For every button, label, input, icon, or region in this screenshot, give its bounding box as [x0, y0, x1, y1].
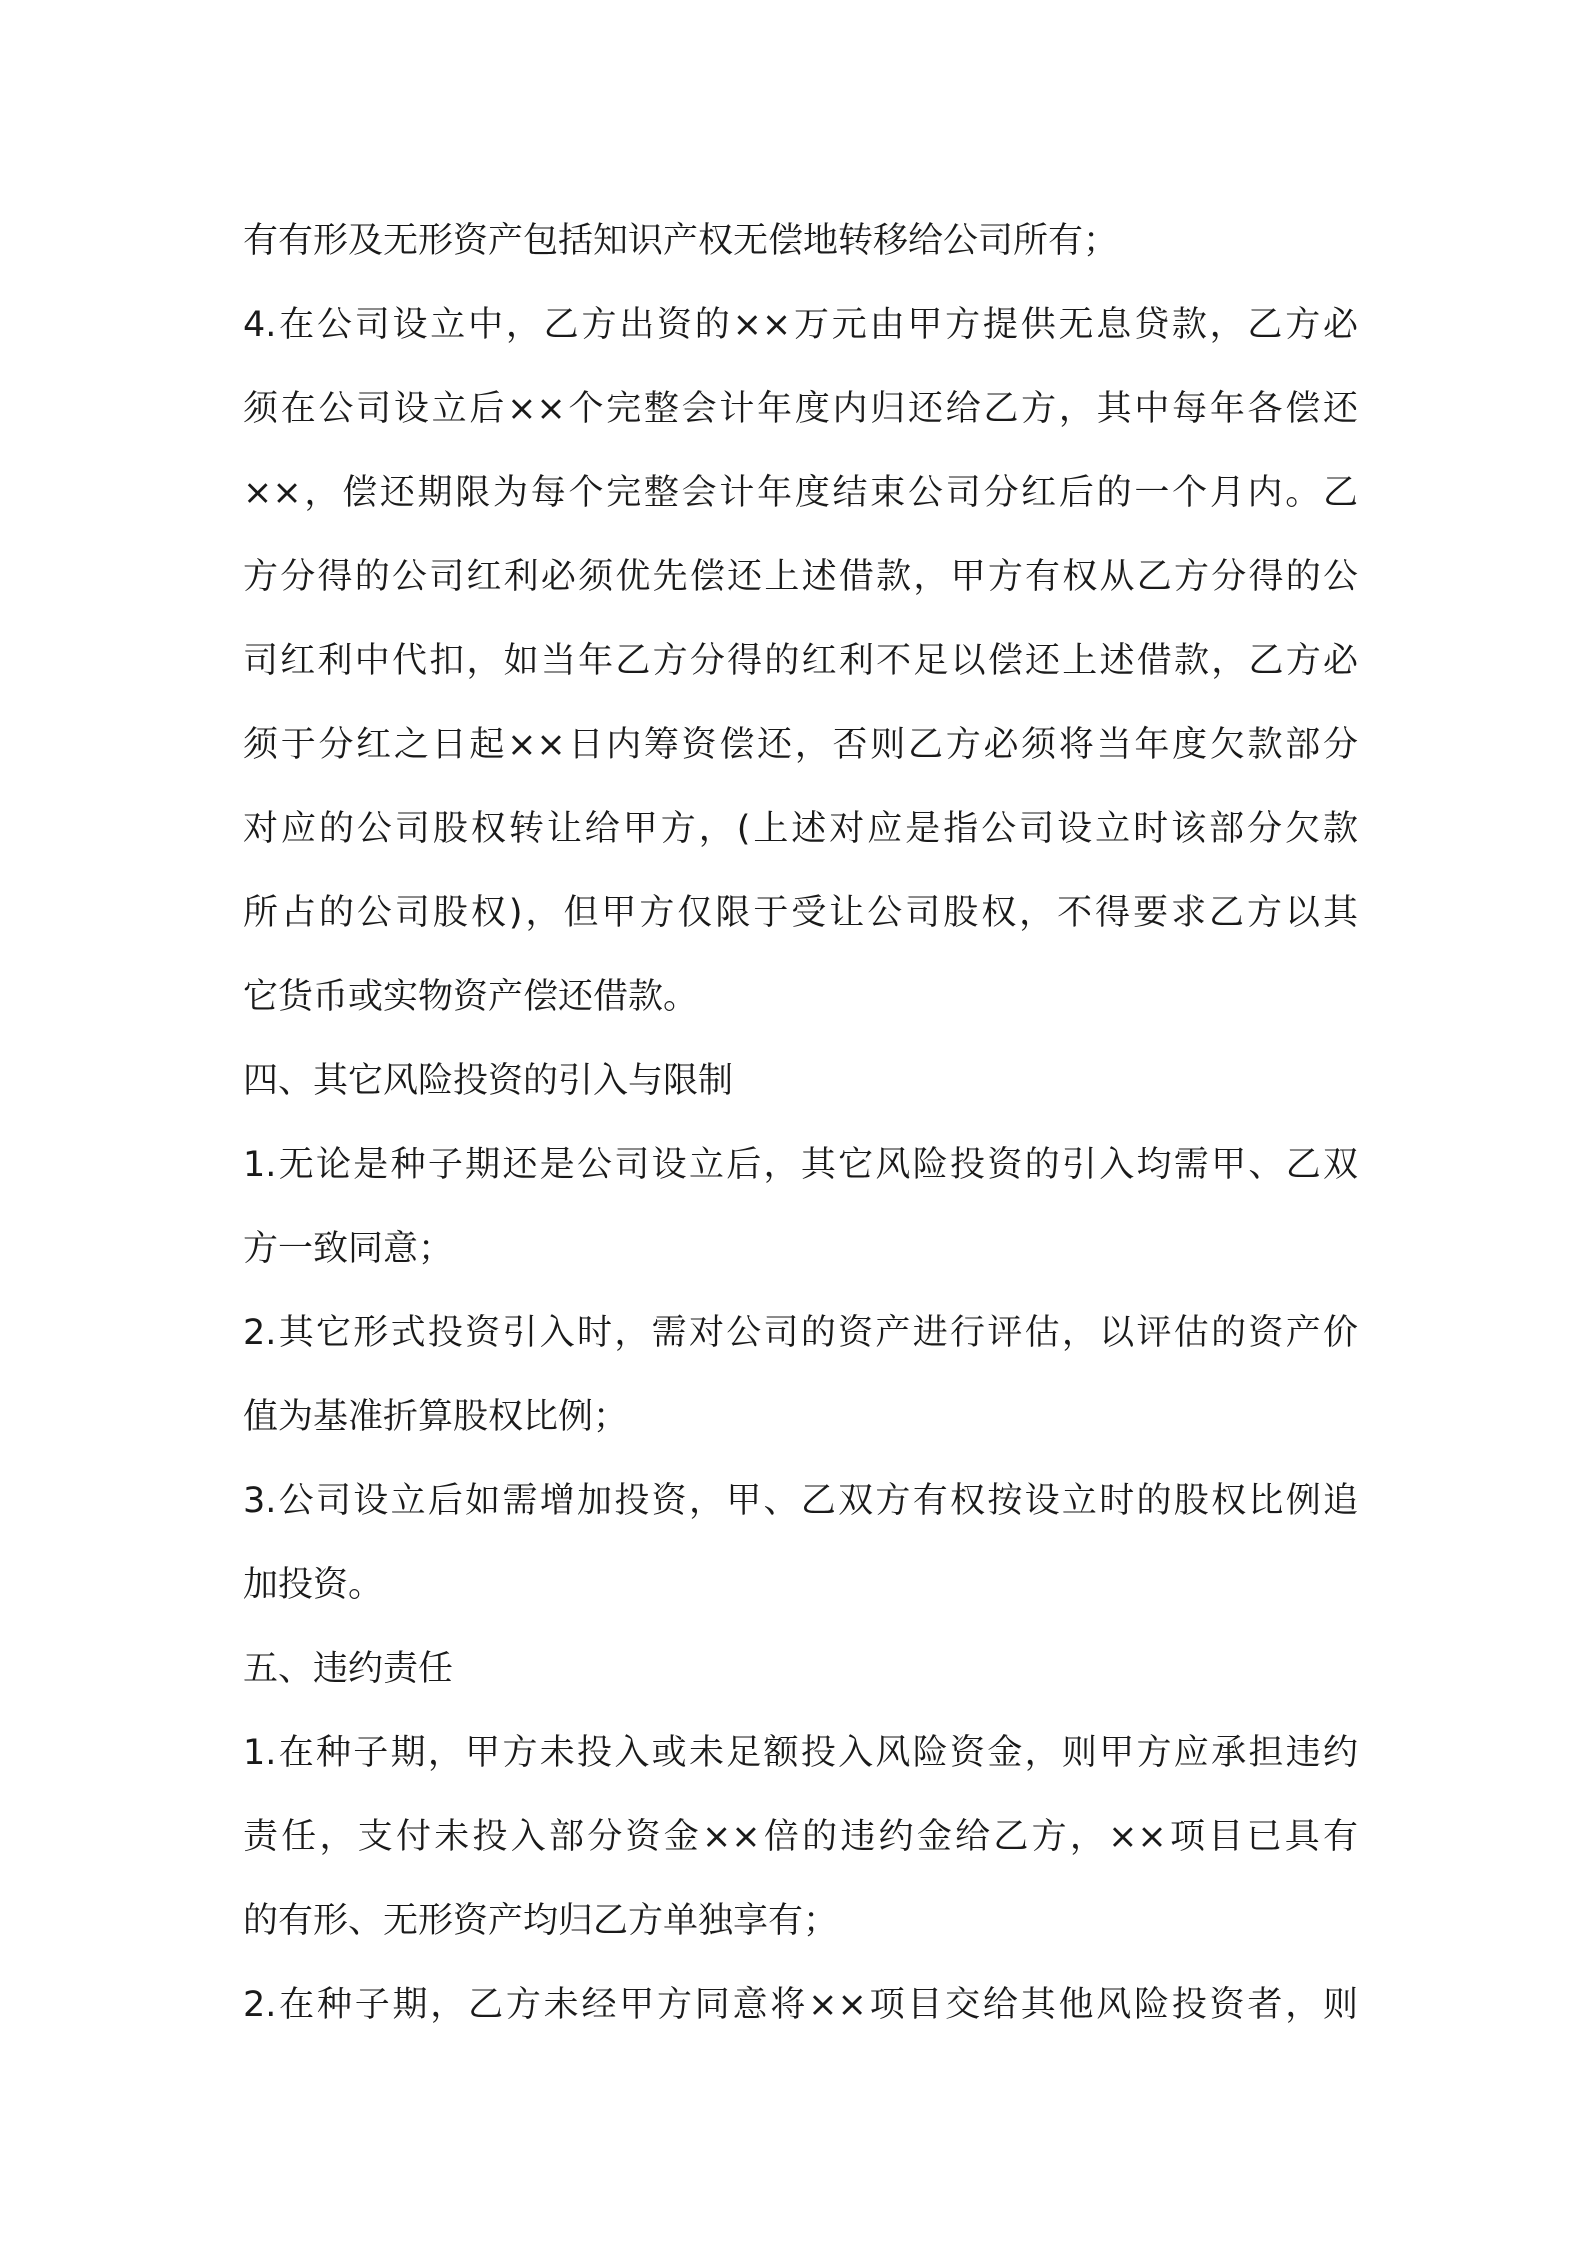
text-line: 1.无论是种子期还是公司设立后，其它风险投资的引入均需甲、乙双 — [243, 1145, 1358, 1185]
text-line: 司红利中代扣，如当年乙方分得的红利不足以偿还上述借款，乙方必 — [243, 641, 1358, 681]
section-heading: 四、其它风险投资的引入与限制 — [243, 1061, 734, 1101]
text-line: 值为基准折算股权比例； — [243, 1397, 629, 1437]
text-line: 对应的公司股权转让给甲方，(上述对应是指公司设立时该部分欠款 — [243, 809, 1358, 849]
text-line: 4.在公司设立中，乙方出资的××万元由甲方提供无息贷款，乙方必 — [243, 305, 1358, 345]
text-line: 须于分红之日起××日内筹资偿还，否则乙方必须将当年度欠款部分 — [243, 725, 1358, 765]
text-line: 所占的公司股权)，但甲方仅限于受让公司股权，不得要求乙方以其 — [243, 893, 1358, 933]
document-page — [243, 199, 1358, 2047]
text-line: 2.在种子期，乙方未经甲方同意将××项目交给其他风险投资者，则 — [243, 1985, 1358, 2025]
text-line: 的有形、无形资产均归乙方单独享有； — [243, 1901, 839, 1941]
text-line: 1.在种子期，甲方未投入或未足额投入风险资金，则甲方应承担违约 — [243, 1733, 1358, 1773]
text-line: 方一致同意； — [243, 1229, 454, 1269]
text-line: ××，偿还期限为每个完整会计年度结束公司分红后的一个月内。乙 — [243, 473, 1358, 513]
text-line: 3.公司设立后如需增加投资，甲、乙双方有权按设立时的股权比例追 — [243, 1481, 1358, 1521]
text-line: 须在公司设立后××个完整会计年度内归还给乙方，其中每年各偿还 — [243, 389, 1358, 429]
section-heading: 五、违约责任 — [243, 1649, 454, 1689]
text-line: 责任，支付未投入部分资金××倍的违约金给乙方，××项目已具有 — [243, 1817, 1358, 1857]
text-line: 方分得的公司红利必须优先偿还上述借款，甲方有权从乙方分得的公 — [243, 557, 1358, 597]
text-line: 2.其它形式投资引入时，需对公司的资产进行评估，以评估的资产价 — [243, 1313, 1358, 1353]
text-line: 它货币或实物资产偿还借款。 — [243, 977, 699, 1017]
text-line: 加投资。 — [243, 1565, 384, 1605]
text-line: 有有形及无形资产包括知识产权无偿地转移给公司所有； — [243, 221, 1119, 261]
